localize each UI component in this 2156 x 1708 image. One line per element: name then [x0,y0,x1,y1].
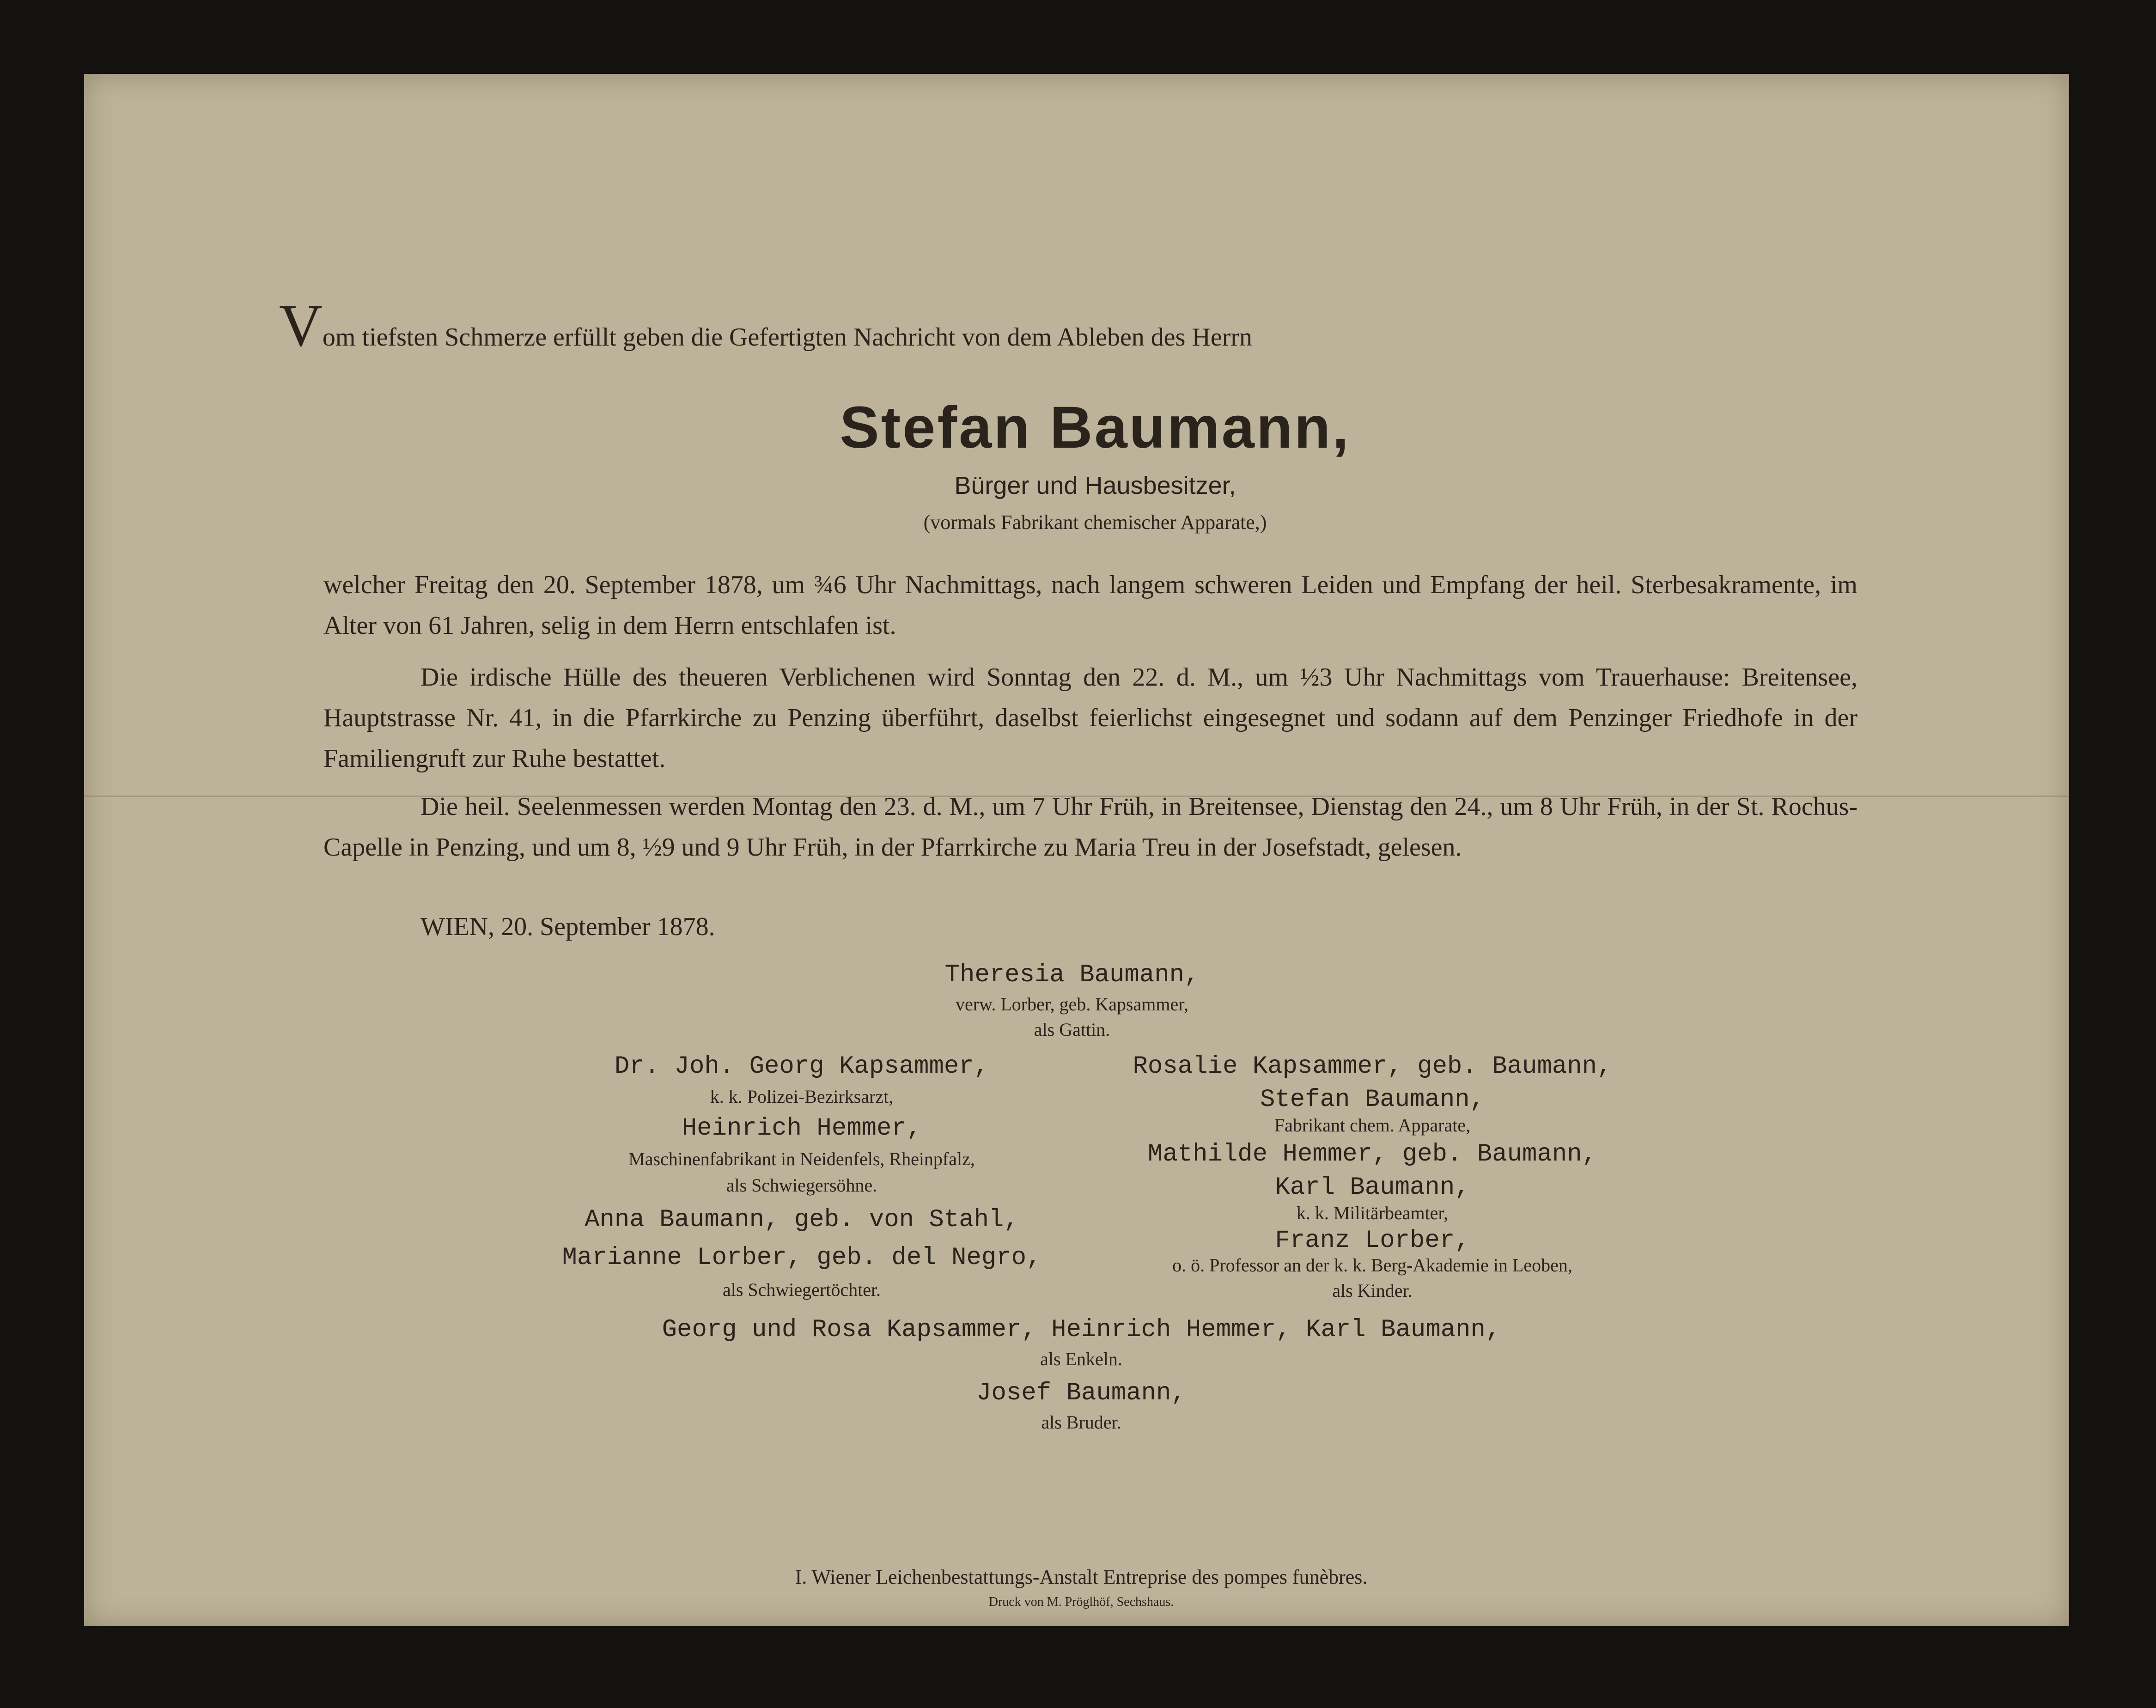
undertaker-line: I. Wiener Leichenbestattungs-Anstalt Entreprise des pompes funèbres. [795,1566,1368,1588]
paragraph-death: welcher Freitag den 20. September 1878, um ¾6 Uhr Nachmittags, nach langem schweren Leiden und Empfang der heil. Sterbesakramente, im Alter von 61 Jahren, selig in dem Herrn entschlafen ist. [323,571,1858,640]
group-role: als Schwiegertöchter. [722,1279,881,1300]
mourner-detail: o. ö. Professor an der k. k. Berg-Akademie in Leoben, [1172,1255,1572,1276]
printer-line: Druck von M. Pröglhöf, Sechshaus. [988,1595,1174,1609]
mourner-name: Stefan Baumann, [1260,1086,1485,1114]
grandchildren-names: Georg und Rosa Kapsammer, Heinrich Hemmer, Karl Baumann, [662,1316,1501,1344]
intro-text: om tiefsten Schmerze erfüllt geben die Gefertigten Nachricht von dem Ableben des Herrn [322,323,1253,352]
place-date: WIEN, 20. September 1878. [420,912,715,941]
mourner-name: Marianne Lorber, geb. del Negro, [562,1244,1041,1272]
paragraph-masses: Die heil. Seelenmessen werden Montag den 23. d. M., um 7 Uhr Früh, in Breitensee, Dienstag den 24., um 8 Uhr Früh, in der St. Rochus-Capelle in Penzing, und um 8, ½9 und 9 Uhr Früh, in der Pfarrkirche zu Maria Treu in der Josefstadt, gelesen. [323,792,1858,862]
paragraph-burial: Die irdische Hülle des theueren Verblichenen wird Sonntag den 22. d. M., um ½3 Uhr Nachmittags vom Trauerhause: Breitensee, Hauptstrasse Nr. 41, in die Pfarrkirche zu Penzing überführt, daselbst feierlichst eingesegnet und sodann auf dem Penzinger Friedhofe in der Familiengruft zur Ruhe bestattet. [323,663,1858,773]
mourner-name: Anna Baumann, geb. von Stahl, [585,1206,1019,1234]
group-role: als Schwiegersöhne. [726,1175,877,1196]
deceased-name: Stefan Baumann, [840,395,1351,461]
widow-role: als Gattin. [1034,1019,1110,1040]
widow-detail: verw. Lorber, geb. Kapsammer, [955,994,1189,1015]
mourner-name: Franz Lorber, [1275,1227,1470,1255]
mourner-name: Dr. Joh. Georg Kapsammer, [614,1052,989,1081]
deceased-title: Bürger und Hausbesitzer, [954,472,1236,499]
mourner-name: Rosalie Kapsammer, geb. Baumann, [1133,1052,1612,1081]
group-role: als Kinder. [1332,1280,1413,1301]
mourner-name: Mathilde Hemmer, geb. Baumann, [1147,1140,1597,1168]
mourner-detail: k. k. Militärbeamter, [1296,1203,1449,1223]
mourner-detail: Fabrikant chem. Apparate, [1274,1115,1471,1136]
drop-cap: V [279,292,323,359]
mourner-detail: k. k. Polizei-Bezirksarzt, [710,1086,894,1107]
mourner-detail: Maschinenfabrikant in Neidenfels, Rheinpfalz, [628,1149,975,1169]
deceased-former-occupation: (vormals Fabrikant chemischer Apparate,) [923,511,1267,534]
brother-role: als Bruder. [1041,1412,1121,1433]
grandchildren-role: als Enkeln. [1040,1349,1122,1369]
mourner-name: Karl Baumann, [1275,1173,1470,1202]
widow-name: Theresia Baumann, [944,961,1200,989]
mourner-name: Heinrich Hemmer, [682,1114,922,1143]
brother-name: Josef Baumann, [976,1379,1186,1407]
intro-line [279,292,1253,359]
